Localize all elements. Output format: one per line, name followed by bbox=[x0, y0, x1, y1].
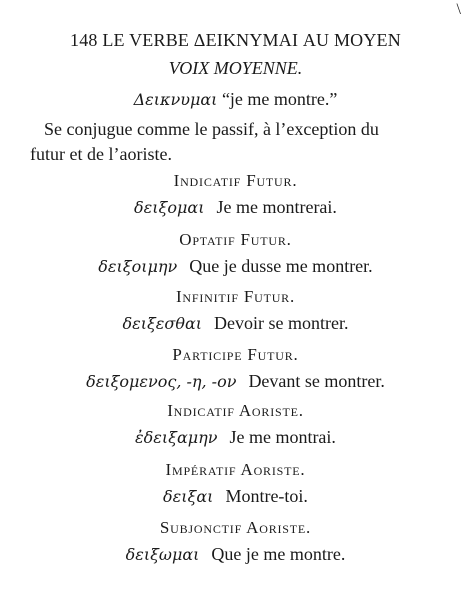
section-title-indicatif-futur: Indicatif Futur. bbox=[173, 171, 298, 190]
section-title-imperatif-aoriste: Impératif Aoriste. bbox=[165, 460, 306, 479]
intro-line-1: Se conjugue comme le passif, à l’exception du bbox=[44, 119, 379, 139]
section-title-optatif-futur: Optatif Futur. bbox=[179, 230, 292, 249]
form-line-optatif-futur bbox=[0, 256, 471, 277]
form-french: Montre-toi. bbox=[225, 486, 308, 506]
form-french: Que je me montre. bbox=[211, 544, 346, 564]
form-line-indicatif-aoriste bbox=[0, 427, 471, 448]
section-title-participe-futur: Participe Futur. bbox=[172, 345, 299, 364]
verb-line bbox=[0, 89, 471, 110]
form-line-imperatif-aoriste bbox=[0, 486, 471, 507]
form-greek: δειξομενος, -η, -ον bbox=[86, 372, 237, 391]
form-french: Devant se montrer. bbox=[248, 371, 385, 391]
corner-mark: \ bbox=[456, 1, 461, 18]
form-line-participe-futur bbox=[0, 371, 471, 392]
form-french: Je me montrerai. bbox=[216, 197, 337, 217]
verb-greek: Δεικνυμαι bbox=[133, 90, 218, 109]
form-line-subjonctif-aoriste bbox=[0, 544, 471, 565]
form-greek: ἐδειξαμην bbox=[135, 428, 218, 447]
intro-paragraph bbox=[30, 117, 450, 167]
form-greek: δειξωμαι bbox=[125, 545, 200, 564]
section-title-infinitif-futur: Infinitif Futur. bbox=[175, 287, 296, 306]
page-heading: 148 LE VERBE ΔΕΙΚΝΥΜΑΙ AU MOYEN bbox=[70, 30, 401, 50]
form-line-infinitif-futur bbox=[0, 313, 471, 334]
verb-translation: “je me montre.” bbox=[221, 89, 338, 109]
form-french: Devoir se montrer. bbox=[214, 313, 349, 333]
section-title-subjonctif-aoriste: Subjonctif Aoriste. bbox=[159, 518, 312, 537]
form-greek: δειξεσθαι bbox=[122, 314, 203, 333]
page-subheading: VOIX MOYENNE. bbox=[168, 58, 303, 78]
form-greek: δειξαι bbox=[163, 487, 214, 506]
section-title-indicatif-aoriste: Indicatif Aoriste. bbox=[167, 401, 304, 420]
form-line-indicatif-futur bbox=[0, 197, 471, 218]
form-french: Je me montrai. bbox=[229, 427, 336, 447]
form-greek: δειξομαι bbox=[134, 198, 205, 217]
form-french: Que je dusse me montrer. bbox=[189, 256, 373, 276]
form-greek: δειξοιμην bbox=[98, 257, 178, 276]
intro-line-2: futur et de l’aoriste. bbox=[30, 144, 172, 164]
